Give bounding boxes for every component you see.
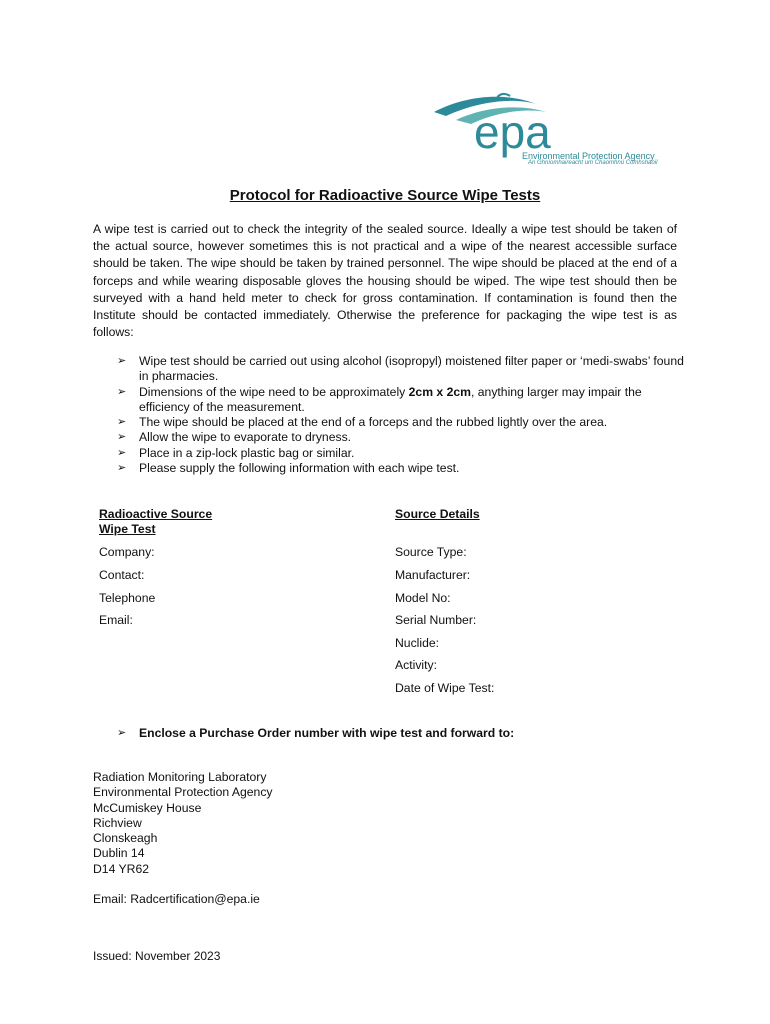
list-item: ➢ Place in a zip-lock plastic bag or similar. [117, 445, 355, 460]
arrow-bullet-icon: ➢ [117, 416, 127, 429]
list-item: ➢ Dimensions of the wipe need to be approximately 2cm x 2cm, anything larger may impair the efficiency of the measurement. [117, 384, 642, 414]
arrow-bullet-icon: ➢ [117, 355, 127, 367]
serial-number-field: Serial Number: [395, 613, 477, 627]
date-of-wipe-test-field: Date of Wipe Test: [395, 681, 495, 695]
address-line: McCumiskey House [93, 800, 202, 815]
manufacturer-field: Manufacturer: [395, 568, 471, 582]
address-line: Radiation Monitoring Laboratory [93, 770, 267, 784]
company-field: Company: [99, 545, 155, 559]
address-line: Dublin 14 [93, 846, 145, 861]
logo-line2: An Ghníomhaireacht um Chaomhnú Comhshaoil [528, 160, 658, 166]
contact-email: Email: Radcertification@epa.ie [93, 892, 260, 906]
source-type-field: Source Type: [395, 545, 467, 559]
issued-date: Issued: November 2023 [93, 949, 221, 963]
dimension-value: 2cm x 2cm [408, 384, 471, 399]
mailing-address [93, 770, 273, 877]
contact-field: Contact: [99, 568, 145, 582]
page-title: Protocol for Radioactive Source Wipe Tests [229, 187, 541, 204]
arrow-bullet-icon: ➢ [117, 727, 127, 739]
address-line: Richview [93, 815, 142, 830]
list-item: ➢ The wipe should be placed at the end of a forceps and the rubbed lightly over the area. [117, 415, 608, 430]
logo-line1: Environmental Protection Agency [522, 151, 655, 161]
list-item: ➢ Please supply the following information with each wipe test. [117, 461, 460, 476]
intro-paragraph: A wipe test is carried out to check the integrity of the sealed source. Ideally a wipe test should be taken of the actual source, however sometimes this is not practical and a wipe of the nearest accessible surface should be taken. The wipe should be taken by trained personnel. The wipe should be placed at the end of a forceps and while wearing disposable gloves the housing should be wiped. The wipe test should then be surveyed with a hand held meter to check for gross contamination. If contamination is found then the Institute should be contacted immediately. Otherwise the preference for packaging the wipe test is as follows: [93, 222, 677, 340]
arrow-bullet-icon: ➢ [117, 431, 127, 444]
packaging-list [117, 354, 687, 476]
address-line: D14 YR62 [93, 861, 150, 876]
arrow-bullet-icon: ➢ [117, 385, 127, 398]
address-line: Environmental Protection Agency [93, 785, 273, 800]
activity-field: Activity: [395, 658, 437, 672]
list-item: ➢ Wipe test should be carried out using alcohol (isopropyl) moistened filter paper or ‘medi-swabs’ found in pharmacies. [117, 354, 684, 384]
nuclide-field: Nuclide: [395, 636, 440, 650]
list-item: ➢ Allow the wipe to evaporate to dryness. [117, 430, 352, 445]
telephone-field: Telephone [99, 591, 156, 605]
address-line: Clonskeagh [93, 831, 158, 846]
source-details-heading: Source Details [395, 507, 480, 521]
arrow-bullet-icon: ➢ [117, 462, 127, 475]
logo-wordmark: epa [474, 106, 551, 158]
model-no-field: Model No: [395, 591, 451, 605]
wipe-test-heading: Radioactive Source Wipe Test [99, 507, 213, 537]
email-field: Email: [99, 613, 133, 627]
enclose-instruction: ➢ Enclose a Purchase Order number with wipe test and forward to: [117, 726, 515, 740]
arrow-bullet-icon: ➢ [117, 446, 127, 459]
